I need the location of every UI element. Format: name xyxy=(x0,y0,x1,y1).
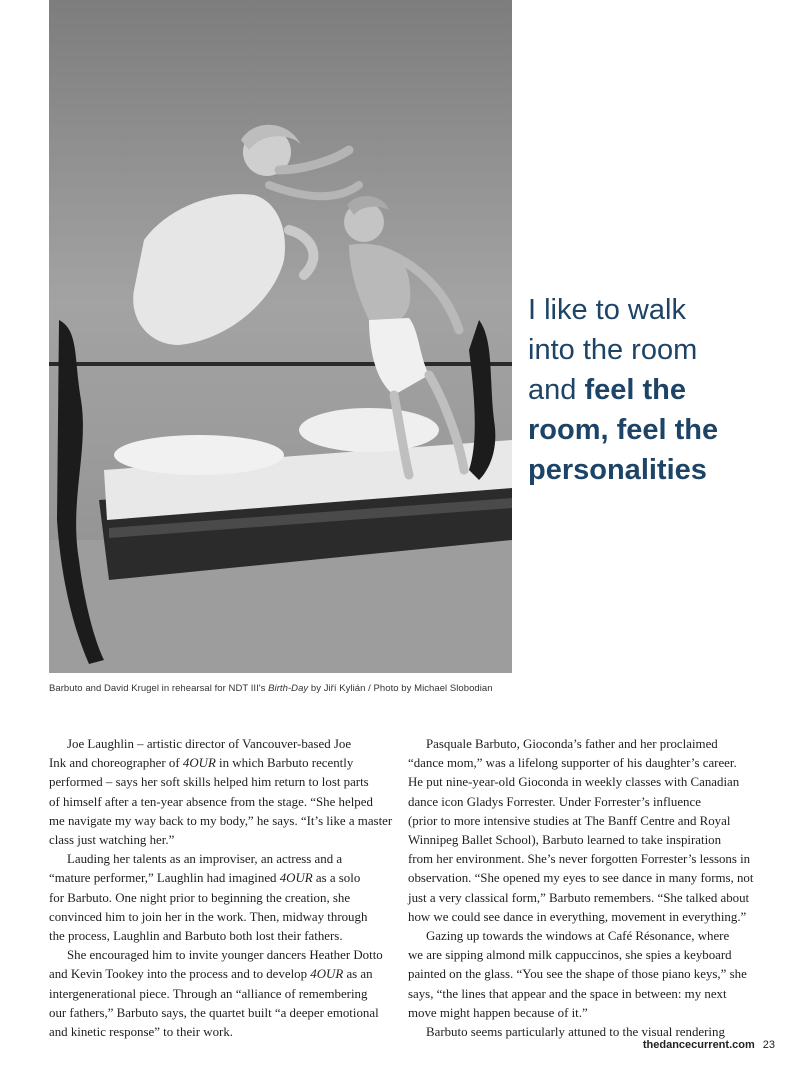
text-line xyxy=(49,965,379,984)
article-column-right xyxy=(408,735,753,1042)
pull-quote-emphasis-line: personalities xyxy=(528,454,707,486)
paragraph xyxy=(49,850,379,946)
rehearsal-photo xyxy=(49,0,512,673)
text-line: of himself after a ten-year absence from the stage. “She helped xyxy=(49,794,373,809)
caption-text: Barbuto and David Krugel in rehearsal for NDT III's xyxy=(49,683,269,694)
text-line: me navigate my way back to my body,” he says. “It’s like a master xyxy=(49,813,393,828)
text-line: our fathers,” Barbuto says, the quartet built “a deeper emotional xyxy=(49,1005,379,1020)
text-line: from her environment. She’s never forgotten Forrester’s lessons in xyxy=(408,852,751,867)
text-line: Lauding her talents as an improviser, an actress and a xyxy=(67,852,343,867)
caption-credit: by Jiří Kylián / Photo by Michael Slobodian xyxy=(308,683,493,694)
pull-quote xyxy=(528,290,778,490)
paragraph xyxy=(408,735,753,927)
text-line: says, “the lines that appear and the space in between: my next xyxy=(408,986,727,1001)
pull-quote-emphasis-line: room, feel the xyxy=(528,414,719,446)
text-line: intergenerational piece. Through an “alliance of remembering xyxy=(49,986,368,1001)
text-line: we are sipping almond milk cappuccinos, she spies a keyboard xyxy=(408,948,732,963)
pull-quote-line-text: and xyxy=(528,374,585,406)
text-span: Ink and choreographer of xyxy=(49,756,183,771)
text-line: for Barbuto. One night prior to beginning the creation, she xyxy=(49,890,351,905)
text-line: Pasquale Barbuto, Gioconda’s father and her proclaimed xyxy=(426,737,718,751)
text-line: Joe Laughlin – artistic director of Vancouver-based Joe xyxy=(67,737,352,751)
pull-quote-line xyxy=(528,370,778,410)
text-line: Winnipeg Ballet School), Barbuto learned to take inspiration xyxy=(408,833,722,848)
paragraph xyxy=(49,735,393,850)
work-title: 4OUR xyxy=(310,967,344,982)
text-line: how we could see dance in everything, movement in everything.” xyxy=(408,909,747,924)
article-column-left xyxy=(49,735,393,1042)
page-number: 23 xyxy=(762,1039,775,1051)
text-line: dance icon Gladys Forrester. Under Forrester’s influence xyxy=(408,794,701,809)
paragraph xyxy=(49,946,383,1042)
text-line: just a very classical form,” Barbuto remembers. “She talked about xyxy=(408,890,750,905)
text-line: class just watching her.” xyxy=(49,833,175,848)
text-span: “mature performer,” Laughlin had imagined xyxy=(49,871,280,886)
work-title: 4OUR xyxy=(182,756,216,771)
caption-work-title: Birth-Day xyxy=(268,683,309,694)
rehearsal-photo-illustration xyxy=(49,0,512,673)
text-line: “dance mom,” was a lifelong supporter of his daughter’s career. xyxy=(408,756,737,771)
text-line: move might happen because of it.” xyxy=(408,1005,588,1020)
pull-quote-emphasis: feel the xyxy=(584,374,686,406)
text-line: He put nine-year-old Gioconda in weekly classes with Canadian xyxy=(408,775,740,790)
text-line: convinced him to join her in the work. Then, midway through xyxy=(49,909,368,924)
pull-quote-line: I like to walk xyxy=(528,294,686,326)
work-title: 4OUR xyxy=(279,871,313,886)
photo-caption xyxy=(49,683,569,694)
text-line: She encouraged him to invite younger dancers Heather Dotto xyxy=(67,948,383,963)
text-line: Gazing up towards the windows at Café Résonance, where xyxy=(426,929,730,944)
text-span: as a solo xyxy=(312,871,361,886)
text-line: painted on the glass. “You see the shape of those piano keys,” she xyxy=(408,967,747,982)
text-line: (prior to more intensive studies at The Banff Centre and Royal xyxy=(408,813,731,828)
pull-quote-line: into the room xyxy=(528,334,698,366)
text-line: performed – says her soft skills helped him return to lost parts xyxy=(49,775,369,790)
page-footer xyxy=(643,1039,775,1051)
text-line: and kinetic response” to their work. xyxy=(49,1025,233,1040)
text-line: observation. “She opened my eyes to see dance in many forms, not xyxy=(408,871,754,886)
website-link[interactable]: thedancecurrent.com xyxy=(642,1039,755,1051)
text-line: the process, Laughlin and Barbuto both lost their fathers. xyxy=(49,929,343,944)
text-span: in which Barbuto recently xyxy=(215,756,354,771)
text-line xyxy=(49,869,379,888)
text-span: and Kevin Tookey into the process and to develop xyxy=(49,967,311,982)
text-line: Barbuto seems particularly attuned to the visual rendering xyxy=(426,1025,725,1040)
text-line xyxy=(49,754,379,773)
text-span: as an xyxy=(343,967,373,982)
paragraph xyxy=(408,927,753,1023)
